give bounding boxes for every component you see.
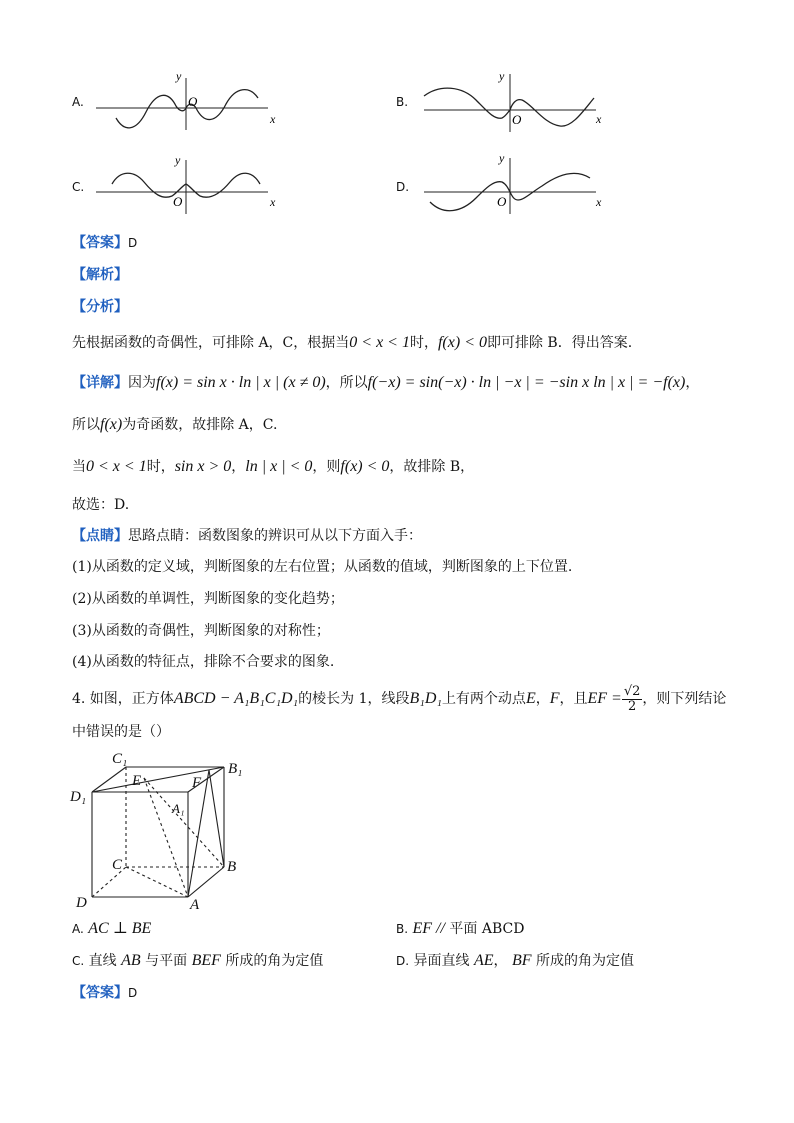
graph-c-y-label: y xyxy=(175,153,181,167)
q3-detail-tag: 【详解】 xyxy=(72,375,128,391)
graph-a-origin: O xyxy=(188,94,198,109)
q4-stem-cube: ABCD − A₁B₁C₁D₁ xyxy=(173,690,299,707)
q3-fenxi-text-3: 即可排除 B．得出答案. xyxy=(486,335,633,351)
graph-b-y-label: y xyxy=(499,69,505,83)
q4-answer-tag: 【答案】 xyxy=(72,985,128,1001)
q3-tips-line xyxy=(72,526,422,546)
diag-c-a xyxy=(126,867,188,897)
graph-option-d-label: D. xyxy=(396,180,410,194)
q3-tip-2: (2)从函数的单调性，判断图象的变化趋势； xyxy=(72,591,344,607)
q3-fenxi-tag: 【分析】 xyxy=(72,299,128,315)
graph-option-b-label: B. xyxy=(396,95,409,109)
q3-detail-text-2: ，所以 xyxy=(325,375,368,391)
q4-frac-num: √2 xyxy=(623,683,641,699)
q3-answer-line xyxy=(72,233,137,253)
q4-stem-3: 上有两个动点 xyxy=(441,691,526,707)
graph-b xyxy=(424,69,602,132)
line-f-b xyxy=(209,770,224,867)
diag-d1-b1 xyxy=(92,767,224,792)
q3-fenxi-text-2: 时， xyxy=(409,335,438,351)
edge-a-b xyxy=(188,867,224,897)
q3-analysis-line xyxy=(72,265,128,285)
q3-tips-tag: 【点睛】 xyxy=(72,528,128,544)
graph-c-origin: O xyxy=(173,194,183,209)
label-a: A xyxy=(190,897,200,913)
q3-detail-text-3: ， xyxy=(685,375,700,391)
graph-c xyxy=(96,153,276,214)
q4-stem-ef: EF = xyxy=(587,690,622,707)
graph-a xyxy=(96,69,276,130)
graph-a-x-label: x xyxy=(270,112,276,126)
line-e-a xyxy=(144,778,188,897)
graph-c-x-label: x xyxy=(270,195,276,209)
q3-detail-text-1: 因为 xyxy=(128,375,156,391)
q4-option-c-text-2: 与平面 xyxy=(140,953,192,969)
q3-odd-math: f(x) xyxy=(100,416,123,433)
q3-fenxi-text xyxy=(72,333,632,353)
q3-fenxi-math-1: 0 < x < 1 xyxy=(349,334,410,351)
q3-choose-line: 故选：D. xyxy=(72,497,130,513)
q4-stem-fraction xyxy=(622,685,643,714)
q3-when-text-1: 当 xyxy=(72,459,86,475)
graph-option-c-label: C. xyxy=(72,180,85,194)
q4-frac-den: 2 xyxy=(627,698,637,714)
graph-b-curve xyxy=(424,88,594,126)
q4-stem-4: ， xyxy=(535,691,550,707)
q4-stem-line-2: 中错误的是（） xyxy=(72,724,170,740)
q4-option-c-text-3: 所成的角为定值 xyxy=(220,953,324,969)
function-graphs xyxy=(0,60,794,230)
label-f: F xyxy=(192,775,202,791)
q4-option-c-math-2: BEF xyxy=(191,952,221,969)
q4-answer-value: D xyxy=(128,986,138,1000)
cube-figure xyxy=(64,745,264,915)
q4-option-b-label: B. xyxy=(396,922,409,936)
label-b1: B₁ xyxy=(228,761,243,777)
label-c1: C₁ xyxy=(112,751,128,767)
q4-option-d-math-1: AE xyxy=(473,952,494,969)
q4-answer-line xyxy=(72,983,137,1003)
q3-answer-tag: 【答案】 xyxy=(72,235,128,251)
q4-stem-f: F xyxy=(549,690,560,707)
q3-answer-value: D xyxy=(128,236,138,250)
q3-fenxi-text-1: 先根据函数的奇偶性，可排除 A，C，根据当 xyxy=(72,335,350,351)
q4-option-d[interactable] xyxy=(396,950,634,970)
q3-odd-text-1: 所以 xyxy=(72,417,100,433)
q4-option-b[interactable] xyxy=(396,918,524,938)
q4-stem-line-1 xyxy=(72,684,726,714)
q4-option-d-text-2: ， xyxy=(493,953,512,969)
label-a1: A₁ xyxy=(172,801,185,816)
q4-option-d-math-2: BF xyxy=(511,952,532,969)
graph-d-y-label: y xyxy=(499,151,505,165)
q3-when-math-3: ln | x | < 0 xyxy=(245,458,313,475)
q3-odd-line xyxy=(72,415,277,435)
q3-when-math-1: 0 < x < 1 xyxy=(86,458,147,475)
graph-b-x-label: x xyxy=(596,112,602,126)
q4-stem-1: 4. 如图，正方体 xyxy=(72,691,174,707)
q4-option-c-math-1: AB xyxy=(121,952,141,969)
q4-option-a-label: A. xyxy=(72,922,84,936)
q3-fenxi-line xyxy=(72,297,128,317)
q4-option-c-text-1: 直线 xyxy=(88,953,122,969)
q4-option-b-text: 平面 ABCD xyxy=(444,921,525,937)
graph-d-origin: O xyxy=(497,194,507,209)
q4-option-c[interactable] xyxy=(72,950,323,970)
q4-stem-seg: B₁D₁ xyxy=(409,690,442,707)
q3-tip-1: (1)从函数的定义域，判断图象的左右位置；从函数的值域，判断图象的上下位置. xyxy=(72,559,573,575)
q3-detail-math-1: f(x) = sin x · ln | x | (x ≠ 0) xyxy=(156,374,326,391)
q3-detail-math-2: f(−x) = sin(−x) · ln | −x | = −sin x ln | x | = −f(x) xyxy=(367,374,686,391)
q4-stem-2: 的棱长为 1，线段 xyxy=(298,691,410,707)
label-d: D xyxy=(76,895,87,911)
q4-stem-5: ，且 xyxy=(559,691,588,707)
q4-stem-6: ，则下列结论 xyxy=(642,691,727,707)
q3-when-line xyxy=(72,457,474,477)
q4-option-b-math: EF // xyxy=(412,920,445,937)
graph-b-origin: O xyxy=(512,112,522,127)
q3-tip-3: (3)从函数的奇偶性，判断图象的对称性； xyxy=(72,623,330,639)
label-b: B xyxy=(227,859,237,875)
graph-d xyxy=(424,151,602,214)
q4-option-d-label: D. xyxy=(396,954,410,968)
q3-when-text-5: ，故排除 B， xyxy=(389,459,475,475)
label-e: E xyxy=(132,773,142,789)
q3-when-text-2: 时， xyxy=(146,459,175,475)
label-d1: D₁ xyxy=(70,789,87,805)
q3-detail-line xyxy=(72,373,699,393)
q4-option-d-text-1: 异面直线 xyxy=(413,953,474,969)
graph-a-curve xyxy=(116,90,258,128)
graph-option-a-label: A. xyxy=(72,95,84,109)
q3-odd-text-2: 为奇函数，故排除 A，C. xyxy=(122,417,278,433)
q3-when-text-4: ，则 xyxy=(312,459,341,475)
q3-tips-intro: 思路点睛：函数图象的辨识可从以下方面入手： xyxy=(128,528,422,544)
q3-analysis-tag: 【解析】 xyxy=(72,267,128,283)
label-c: C xyxy=(112,857,123,873)
q4-option-d-text-3: 所成的角为定值 xyxy=(531,953,634,969)
q4-stem-e: E xyxy=(525,690,536,707)
q3-tip-4: (4)从函数的特征点，排除不合要求的图象. xyxy=(72,654,335,670)
q3-when-text-3: ， xyxy=(231,459,246,475)
q3-when-math-4: f(x) < 0 xyxy=(340,458,390,475)
graph-a-y-label: y xyxy=(176,69,182,83)
graph-d-x-label: x xyxy=(596,195,602,209)
q4-option-c-label: C. xyxy=(72,954,85,968)
q3-fenxi-math-2: f(x) < 0 xyxy=(437,334,487,351)
q4-option-a[interactable] xyxy=(72,918,151,938)
q3-when-math-2: sin x > 0 xyxy=(174,458,232,475)
q4-option-a-math: AC ⊥ BE xyxy=(88,920,152,937)
